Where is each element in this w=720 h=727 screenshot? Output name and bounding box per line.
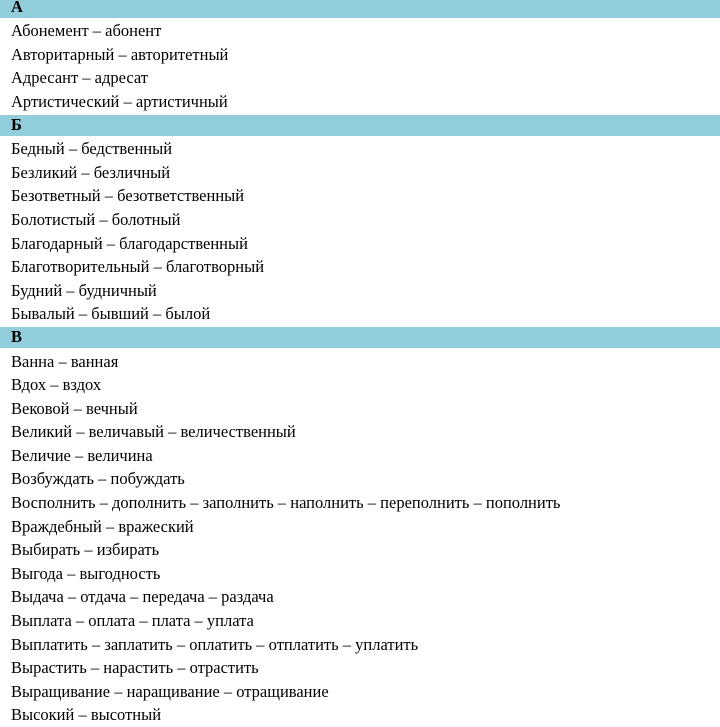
list-item: Великий – величавый – величественный [11, 422, 296, 442]
section-header: Б [0, 115, 720, 136]
list-item: Ванна – ванная [11, 351, 119, 371]
list-item: Выращивание – наращивание – отращивание [11, 681, 329, 701]
list-item: Авторитарный – авторитетный [11, 44, 229, 64]
list-item: Вдох – вздох [11, 375, 102, 395]
list-item: Адресант – адресат [11, 68, 149, 88]
list-item: Артистический – артистичный [11, 91, 228, 111]
list-item: Вырастить – нарастить – отрастить [11, 658, 259, 678]
list-item: Бывалый – бывший – былой [11, 304, 211, 324]
list-item: Благодарный – благодарственный [11, 233, 248, 253]
list-item: Выдача – отдача – передача – раздача [11, 587, 274, 607]
list-item: Высокий – высотный [11, 705, 162, 725]
list-item: Восполнить – дополнить – заполнить – наполнить – переполнить – пополнить [11, 493, 561, 513]
list-item: Величие – величина [11, 445, 153, 465]
list-item: Абонемент – абонент [11, 21, 162, 41]
list-item: Безликий – безличный [11, 162, 171, 182]
list-item: Благотворительный – благотворный [11, 257, 265, 277]
list-item: Безответный – безответственный [11, 186, 245, 206]
list-item: Враждебный – вражеский [11, 516, 194, 536]
list-item: Возбуждать – побуждать [11, 469, 185, 489]
list-item: Выплатить – заплатить – оплатить – отплатить – уплатить [11, 634, 419, 654]
list-item: Болотистый – болотный [11, 209, 181, 229]
section-header: А [0, 0, 720, 18]
list-item: Вековой – вечный [11, 398, 138, 418]
section-header: В [0, 327, 720, 348]
list-item: Выбирать – избирать [11, 540, 160, 560]
list-item: Будний – будничный [11, 280, 157, 300]
list-item: Выплата – оплата – плата – уплата [11, 611, 254, 631]
list-item: Выгода – выгодность [11, 563, 161, 583]
list-item: Бедный – бедственный [11, 139, 173, 159]
